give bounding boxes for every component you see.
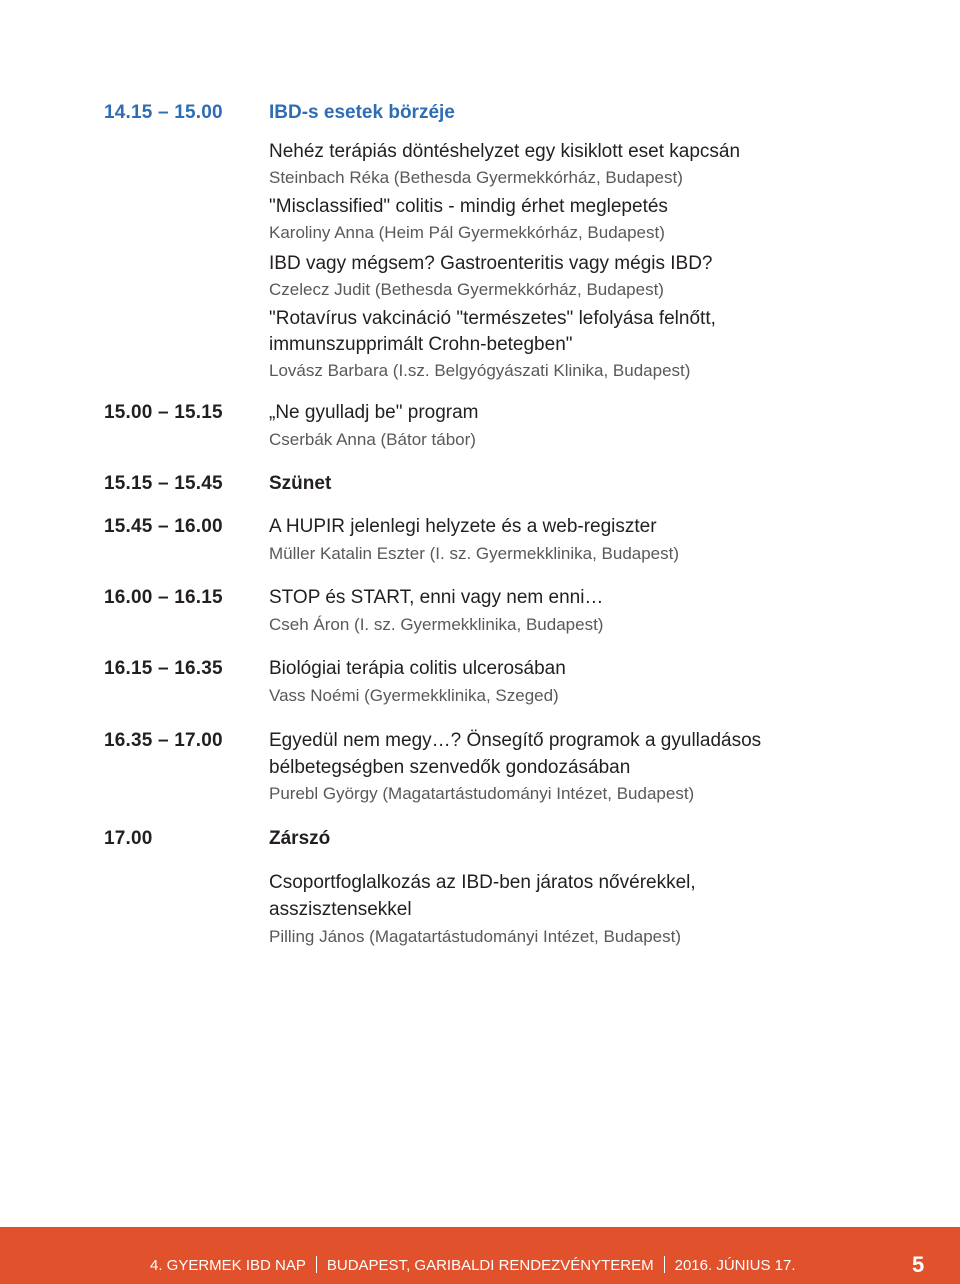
session-time: 16.35 – 17.00 [104,730,223,751]
session-title: „Ne gyulladj be" program [269,402,479,423]
session-time: 15.45 – 16.00 [104,516,223,537]
footer-divider [316,1256,317,1273]
talk-title-line1: Csoportfoglalkozás az IBD-ben járatos nővérekkel, [269,872,696,893]
session-time: 16.15 – 16.35 [104,658,223,679]
talk-title-line2: immunszupprimált Crohn-betegben" [269,334,573,355]
session-title: IBD-s esetek börzéje [269,102,455,123]
footer-event: 4. GYERMEK IBD NAP [150,1257,306,1274]
talk-title: Nehéz terápiás döntéshelyzet egy kisiklott eset kapcsán [269,141,741,162]
talk-author: Czelecz Judit (Bethesda Gyermekkórház, Budapest) [269,280,664,299]
footer-date: 2016. JÚNIUS 17. [674,1257,796,1274]
talk-author: Lovász Barbara (I.sz. Belgyógyászati Klinika, Budapest) [269,361,691,380]
footer-text [150,1256,796,1274]
session-title-line1: Egyedül nem megy…? Önsegítő programok a gyulladásos [269,730,762,751]
talk-title-line1: "Rotavírus vakcináció "természetes" lefolyása felnőtt, [269,308,716,329]
footer-venue: BUDAPEST, GARIBALDI RENDEZVÉNYTEREM [326,1257,654,1274]
session-title: A HUPIR jelenlegi helyzete és a web-regiszter [269,516,657,537]
talk-author: Cseh Áron (I. sz. Gyermekklinika, Budapest) [269,615,604,634]
session-title: STOP és START, enni vagy nem enni… [269,587,604,608]
session-time: 17.00 [104,828,153,849]
talk-author: Vass Noémi (Gyermekklinika, Szeged) [269,686,559,705]
talk-author: Pilling János (Magatartástudományi Intézet, Budapest) [269,927,682,946]
session-title: Biológiai terápia colitis ulcerosában [269,658,566,679]
page-number: 5 [912,1252,925,1277]
session-title: Zárszó [269,828,331,849]
session-title-line2: bélbetegségben szenvedők gondozásában [269,757,631,778]
session-time: 16.00 – 16.15 [104,587,223,608]
session-title: Szünet [269,473,332,494]
talk-title: "Misclassified" colitis - mindig érhet meglepetés [269,196,668,217]
talk-author: Cserbák Anna (Bátor tábor) [269,430,476,449]
talk-author: Karoliny Anna (Heim Pál Gyermekkórház, Budapest) [269,223,665,242]
session-time: 15.00 – 15.15 [104,402,223,423]
talk-author: Steinbach Réka (Bethesda Gyermekkórház, Budapest) [269,168,683,187]
talk-author: Purebl György (Magatartástudományi Intézet, Budapest) [269,784,695,803]
session-time: 15.15 – 15.45 [104,473,223,494]
talk-title-line2: asszisztensekkel [269,899,412,920]
session-time: 14.15 – 15.00 [104,102,223,123]
footer-divider [664,1256,665,1273]
talk-author: Müller Katalin Eszter (I. sz. Gyermekklinika, Budapest) [269,544,680,563]
talk-title: IBD vagy mégsem? Gastroenteritis vagy mégis IBD? [269,253,713,274]
